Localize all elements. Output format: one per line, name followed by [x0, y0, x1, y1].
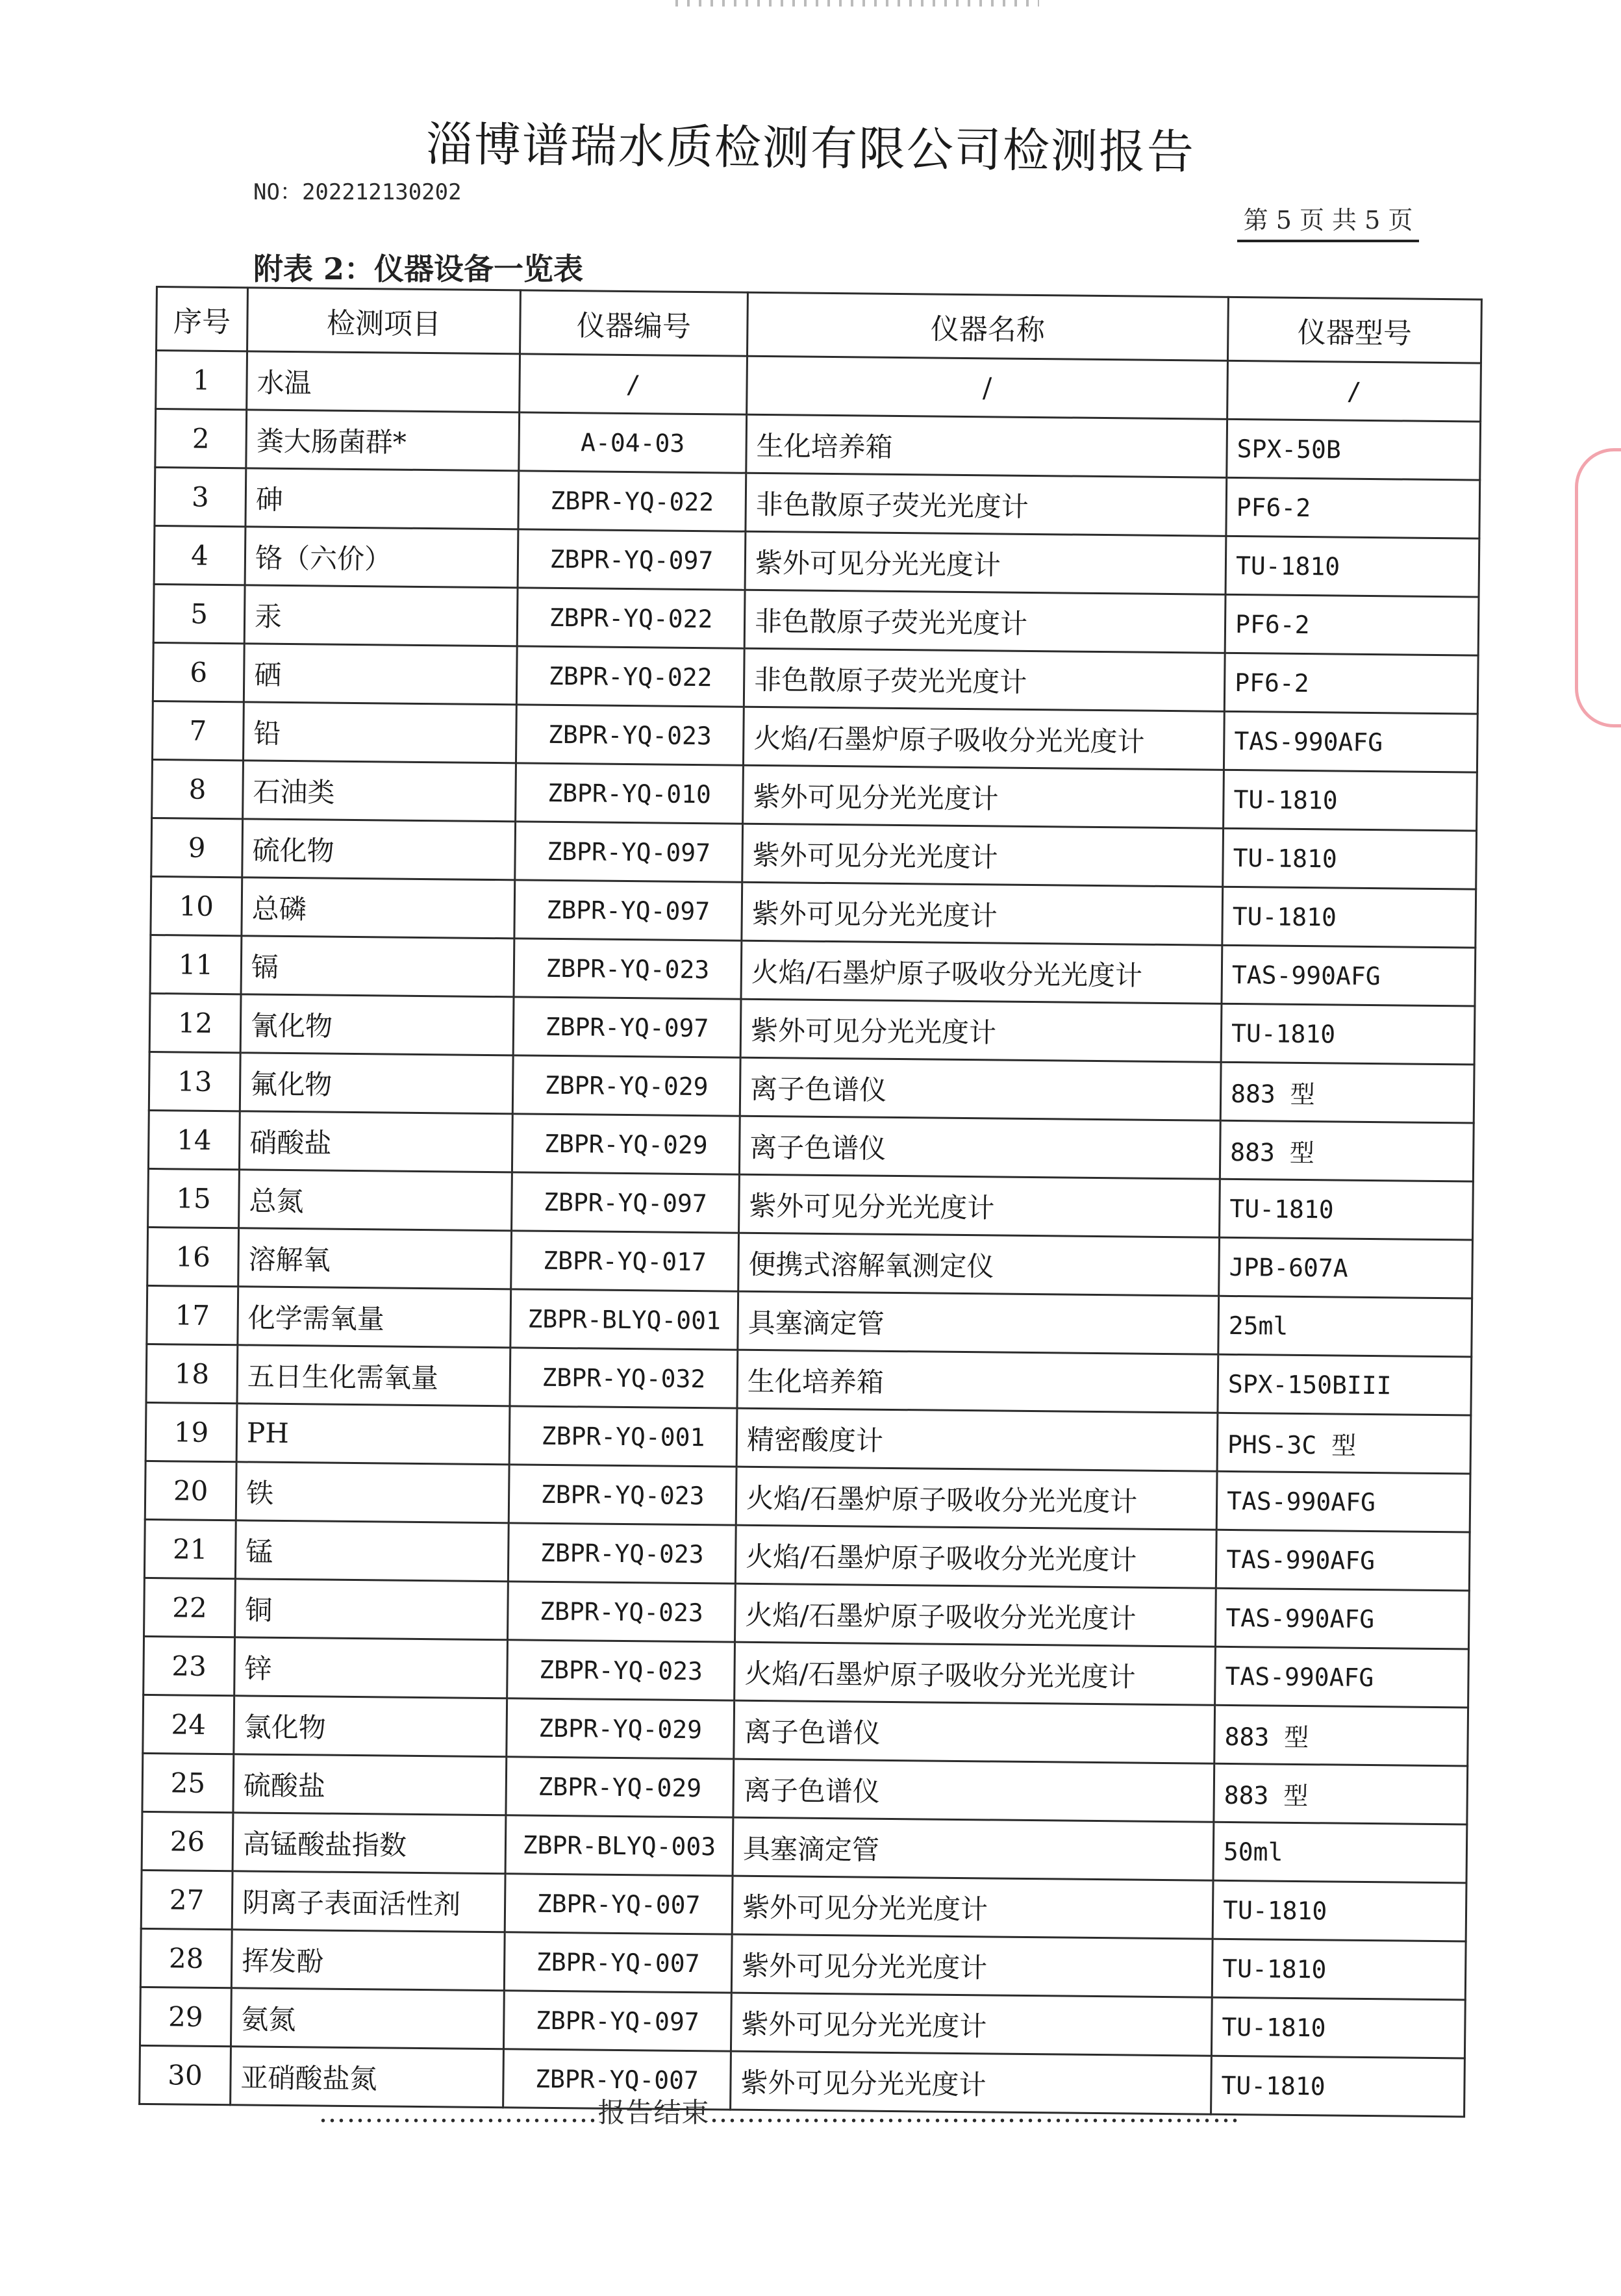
cell-item: 铬（六价） — [245, 527, 518, 588]
cell-item: 总氮 — [239, 1170, 512, 1231]
cell-seq: 13 — [149, 1052, 240, 1111]
cell-instrument-name: 紫外可见分光光度计 — [731, 1934, 1213, 1997]
header-instrument-code: 仪器编号 — [520, 290, 748, 356]
cell-seq: 26 — [142, 1811, 233, 1871]
cell-instrument-model: TU-1810 — [1221, 1003, 1475, 1065]
header-instrument-name: 仪器名称 — [748, 292, 1229, 360]
cell-instrument-model: TAS-990AFG — [1222, 945, 1476, 1006]
cell-instrument-code: ZBPR-YQ-007 — [504, 1932, 732, 1993]
cell-instrument-name: 火焰/石墨炉原子吸收分光光度计 — [735, 1642, 1216, 1705]
cell-seq: 17 — [147, 1285, 238, 1344]
cell-instrument-name: 火焰/石墨炉原子吸收分光光度计 — [743, 707, 1224, 770]
cell-instrument-name: 紫外可见分光光度计 — [742, 882, 1223, 945]
cell-instrument-code: ZBPR-YQ-022 — [516, 646, 744, 707]
cell-instrument-name: 火焰/石墨炉原子吸收分光光度计 — [735, 1525, 1216, 1588]
cell-instrument-code: ZBPR-YQ-007 — [505, 1874, 733, 1934]
cell-item: 硒 — [244, 644, 517, 705]
cell-instrument-code: ZBPR-YQ-023 — [508, 1582, 736, 1642]
cell-instrument-code: ZBPR-YQ-097 — [512, 1172, 740, 1233]
cell-item: 氟化物 — [240, 1053, 513, 1114]
cell-item: 锌 — [234, 1637, 508, 1698]
cell-instrument-model: TU-1810 — [1213, 1880, 1466, 1941]
cell-instrument-model: 883 型 — [1220, 1062, 1474, 1123]
cell-item: 氰化物 — [240, 994, 514, 1055]
cell-item: 镉 — [241, 936, 514, 997]
cell-item: 石油类 — [243, 761, 516, 822]
cell-seq: 28 — [140, 1928, 232, 1987]
cell-item: 阴离子表面活性剂 — [232, 1871, 505, 1932]
report-end-line: …………………………报告结束………………………………………………… — [318, 2097, 1240, 2128]
cell-instrument-model: TU-1810 — [1224, 770, 1477, 831]
cell-instrument-name: 离子色谱仪 — [734, 1700, 1215, 1763]
cell-instrument-model: / — [1227, 360, 1481, 422]
cell-instrument-name: / — [747, 356, 1228, 419]
cell-instrument-name: 紫外可见分光光度计 — [745, 531, 1226, 594]
cell-item: 硫化物 — [242, 819, 516, 880]
cell-instrument-model: PF6-2 — [1226, 477, 1480, 538]
cell-instrument-model: TAS-990AFG — [1215, 1646, 1469, 1708]
cell-seq: 2 — [155, 409, 247, 468]
cell-item: 氨氮 — [231, 1988, 504, 2049]
cell-instrument-code: ZBPR-YQ-097 — [515, 822, 743, 882]
cell-seq: 30 — [140, 2045, 231, 2104]
cell-instrument-model: JPB-607A — [1219, 1237, 1473, 1298]
cell-seq: 11 — [150, 935, 242, 994]
cell-instrument-model: 883 型 — [1214, 1763, 1468, 1824]
cell-seq: 4 — [154, 525, 245, 585]
cell-item: 粪大肠菌群* — [246, 410, 520, 471]
cell-item: 锰 — [235, 1520, 509, 1582]
cell-instrument-name: 离子色谱仪 — [740, 1057, 1221, 1120]
cell-seq: 3 — [155, 468, 246, 527]
cell-item: 五日生化需氧量 — [237, 1345, 510, 1406]
cell-instrument-name: 紫外可见分光光度计 — [731, 2051, 1212, 2114]
cell-instrument-model: PF6-2 — [1224, 653, 1478, 714]
cell-instrument-name: 便携式溶解氧测定仪 — [738, 1233, 1220, 1296]
cell-instrument-name: 离子色谱仪 — [739, 1116, 1220, 1179]
cell-instrument-code: ZBPR-YQ-022 — [518, 471, 746, 531]
header-instrument-model: 仪器型号 — [1227, 297, 1481, 363]
cell-seq: 14 — [148, 1110, 240, 1169]
cell-instrument-name: 具塞滴定管 — [738, 1291, 1219, 1354]
cell-item: 水温 — [247, 351, 520, 412]
cell-seq: 12 — [149, 993, 241, 1052]
equipment-table — [138, 286, 1483, 2117]
cell-instrument-model: 883 型 — [1214, 1705, 1468, 1766]
cell-instrument-code: ZBPR-YQ-007 — [503, 2049, 731, 2110]
cell-instrument-name: 紫外可见分光光度计 — [739, 1174, 1220, 1237]
cell-instrument-model: 50ml — [1213, 1822, 1467, 1883]
header-item: 检测项目 — [247, 288, 521, 354]
page-indicator: 第 5 页 共 5 页 — [1237, 200, 1419, 242]
cell-instrument-code: ZBPR-YQ-029 — [506, 1757, 734, 1817]
cell-instrument-code: ZBPR-YQ-023 — [507, 1640, 735, 1700]
cell-instrument-code: ZBPR-YQ-023 — [516, 705, 744, 765]
cell-instrument-code: ZBPR-BLYQ-003 — [505, 1815, 733, 1876]
cell-instrument-model: TU-1810 — [1211, 1997, 1465, 2058]
cell-instrument-name: 紫外可见分光光度计 — [732, 1876, 1213, 1939]
cell-instrument-model: 883 型 — [1220, 1120, 1474, 1181]
cell-seq: 27 — [141, 1870, 232, 1929]
cell-item: 挥发酚 — [231, 1930, 505, 1991]
cell-instrument-model: SPX-50B — [1227, 419, 1481, 480]
cell-instrument-code: ZBPR-YQ-001 — [509, 1406, 737, 1467]
cell-instrument-code: ZBPR-YQ-023 — [509, 1465, 736, 1525]
cell-instrument-name: 火焰/石墨炉原子吸收分光光度计 — [736, 1467, 1217, 1530]
table-body — [140, 351, 1481, 2117]
cell-instrument-model: TAS-990AFG — [1216, 1530, 1470, 1591]
cell-seq: 18 — [146, 1344, 238, 1403]
cell-item: 总磷 — [242, 877, 515, 939]
header-seq: 序号 — [157, 287, 248, 351]
cell-instrument-code: ZBPR-YQ-029 — [512, 1055, 740, 1116]
cell-instrument-name: 具塞滴定管 — [733, 1817, 1214, 1880]
cell-seq: 19 — [145, 1402, 237, 1461]
cell-instrument-code: A-04-03 — [519, 412, 747, 473]
cell-instrument-code: ZBPR-YQ-022 — [517, 588, 745, 648]
cell-seq: 24 — [143, 1695, 234, 1754]
cell-instrument-code: ZBPR-YQ-029 — [512, 1114, 740, 1174]
cell-item: 亚硝酸盐氮 — [231, 2047, 504, 2108]
cell-item: 砷 — [245, 468, 519, 529]
cell-instrument-model: TU-1810 — [1211, 2056, 1465, 2117]
cell-instrument-model: TU-1810 — [1220, 1179, 1474, 1240]
cell-instrument-code: ZBPR-YQ-032 — [510, 1348, 738, 1408]
cell-seq: 10 — [151, 876, 242, 935]
cell-instrument-name: 紫外可见分光光度计 — [743, 765, 1224, 828]
cell-seq: 25 — [142, 1753, 234, 1812]
cell-instrument-model: SPX-150BIII — [1218, 1354, 1472, 1415]
cell-instrument-code: ZBPR-YQ-023 — [514, 939, 742, 999]
cell-instrument-code: ZBPR-YQ-023 — [508, 1523, 736, 1583]
cell-instrument-code: ZBPR-YQ-010 — [516, 763, 744, 824]
cell-item: PH — [236, 1404, 510, 1465]
cell-seq: 29 — [140, 1987, 231, 2046]
cell-instrument-name: 紫外可见分光光度计 — [731, 1993, 1212, 2056]
cell-item: 氯化物 — [234, 1696, 507, 1757]
cell-instrument-model: TU-1810 — [1222, 887, 1476, 948]
cell-seq: 16 — [147, 1227, 239, 1286]
cell-instrument-code: ZBPR-YQ-029 — [507, 1698, 735, 1759]
cell-seq: 7 — [152, 701, 244, 760]
cell-item: 铅 — [243, 702, 516, 763]
cell-instrument-model: 25ml — [1218, 1296, 1472, 1357]
equipment-table-container — [138, 286, 1483, 2117]
cell-instrument-name: 非色散原子荧光光度计 — [746, 473, 1227, 536]
cell-instrument-code: / — [520, 354, 748, 414]
cell-instrument-model: TAS-990AFG — [1215, 1588, 1469, 1649]
cell-instrument-name: 紫外可见分光光度计 — [740, 999, 1222, 1062]
cell-seq: 8 — [152, 759, 244, 818]
cell-seq: 20 — [145, 1461, 236, 1520]
cell-instrument-code: ZBPR-YQ-097 — [503, 1991, 731, 2051]
report-number: NO：202212130202 — [253, 179, 462, 205]
cell-seq: 5 — [153, 584, 245, 643]
cell-seq: 9 — [151, 818, 243, 877]
cell-item: 汞 — [244, 585, 518, 646]
cell-instrument-code: ZBPR-YQ-017 — [511, 1231, 739, 1291]
cell-instrument-code: ZBPR-BLYQ-001 — [510, 1289, 738, 1350]
cell-instrument-model: TAS-990AFG — [1224, 711, 1477, 772]
cell-instrument-code: ZBPR-YQ-097 — [518, 529, 746, 590]
cell-instrument-code: ZBPR-YQ-097 — [513, 997, 741, 1057]
cell-instrument-name: 紫外可见分光光度计 — [742, 824, 1224, 887]
cell-item: 化学需氧量 — [238, 1287, 511, 1348]
cell-seq: 1 — [156, 351, 247, 410]
cell-instrument-model: TU-1810 — [1225, 536, 1479, 597]
cell-instrument-name: 生化培养箱 — [746, 414, 1227, 477]
cell-instrument-model: PF6-2 — [1225, 594, 1479, 655]
cell-instrument-model: PHS-3C 型 — [1217, 1413, 1471, 1474]
cell-instrument-name: 离子色谱仪 — [733, 1759, 1214, 1822]
cell-instrument-name: 精密酸度计 — [736, 1408, 1218, 1471]
cell-item: 铁 — [236, 1462, 509, 1523]
report-title: 淄博谱瑞水质检测有限公司检测报告 — [425, 116, 1196, 180]
cell-seq: 21 — [144, 1519, 236, 1578]
cell-instrument-name: 火焰/石墨炉原子吸收分光光度计 — [741, 940, 1222, 1003]
cell-seq: 22 — [144, 1578, 236, 1637]
cell-instrument-model: TAS-990AFG — [1216, 1471, 1470, 1532]
cell-instrument-name: 生化培养箱 — [737, 1350, 1218, 1413]
cell-instrument-name: 非色散原子荧光光度计 — [744, 590, 1225, 653]
cell-item: 溶解氧 — [238, 1228, 512, 1289]
cell-item: 硫酸盐 — [233, 1754, 507, 1815]
scan-edge-mark — [675, 0, 1039, 6]
appendix-title: 附表 2：仪器设备一览表 — [253, 251, 584, 286]
cell-instrument-name: 火焰/石墨炉原子吸收分光光度计 — [735, 1583, 1216, 1646]
cell-instrument-model: TU-1810 — [1212, 1939, 1466, 2000]
cell-instrument-model: TU-1810 — [1223, 828, 1477, 889]
cell-seq: 23 — [144, 1636, 235, 1695]
cell-item: 高锰酸盐指数 — [232, 1813, 506, 1874]
cell-instrument-code: ZBPR-YQ-097 — [514, 880, 742, 940]
cell-seq: 6 — [153, 642, 244, 701]
cell-instrument-name: 非色散原子荧光光度计 — [744, 648, 1225, 711]
red-seal-stamp — [1575, 448, 1621, 727]
cell-item: 硝酸盐 — [239, 1111, 512, 1172]
cell-item: 铜 — [235, 1579, 509, 1640]
cell-seq: 15 — [148, 1168, 240, 1228]
